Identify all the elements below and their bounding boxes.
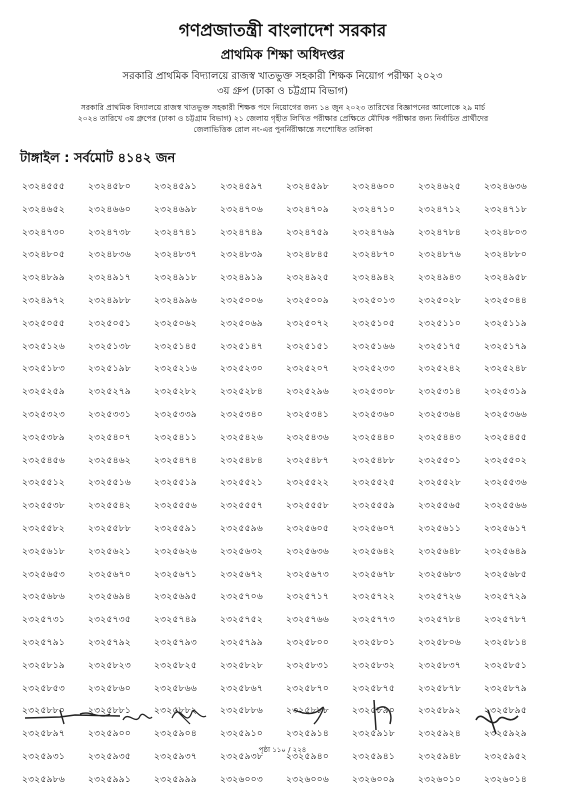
roll-number: ২৩২৫৬৭২ (220, 569, 264, 580)
roll-number: ২৩২৫৫৩৬ (484, 478, 528, 489)
roll-number: ২৩২৫৮৬৬ (154, 683, 198, 694)
roll-number: ২৩২৪৭০৯ (286, 204, 330, 215)
roll-number: ২৩২৫৯৩১ (22, 751, 66, 762)
table-row (22, 227, 550, 250)
roll-number: ২৩২৫৮২৮ (220, 660, 264, 671)
table-row (22, 295, 550, 318)
roll-number: ২৩২৫৭৫২ (220, 615, 264, 626)
notice-line: সরকারি প্রাথমিক বিদ্যালয়ে রাজস্ব খাতভুক্ত সহকারী শিক্ষক পদে নিয়োগের জন্য ১৪ জুন ২০২৩ তারিখের বিজ্ঞাপনের আলোকে ২৯ মার্চ (80, 103, 486, 112)
roll-number: ২৩২৫৮৮০ (22, 706, 66, 717)
roll-number: ২৩২৫৮৫১ (484, 660, 528, 671)
roll-number: ২৩২৫৮৮১ (88, 706, 132, 717)
roll-number: ২৩২৪৬৯৮ (154, 204, 198, 215)
roll-number: ২৩২৪৮৩৬ (88, 250, 132, 261)
roll-number: ২৩২৫৩১৪ (418, 387, 462, 398)
roll-number: ২৩২৫৯১৮ (352, 729, 396, 740)
roll-number: ২৩২৫৮৮৮ (286, 706, 330, 717)
roll-number: ২৩২৫৫৩৮ (22, 501, 66, 512)
roll-number: ২৩২৬০০৯ (352, 774, 396, 785)
table-row (22, 455, 550, 478)
table-row (22, 181, 550, 204)
roll-number: ২৩২৫৭৩১ (22, 615, 66, 626)
table-row (22, 637, 550, 660)
roll-number: ২৩২৪৯১৭ (88, 273, 132, 284)
table-row (22, 569, 550, 592)
roll-number: ২৩২৫০২৮ (418, 295, 462, 306)
roll-number: ২৩২৫২৮৪ (220, 387, 264, 398)
district-heading: টাঙ্গাইল : সর্বমোট ৪১৪২ জন (20, 151, 176, 166)
roll-number: ২৩২৫৭৮৭ (484, 615, 528, 626)
roll-number: ২৩২৫৬৮৬ (22, 592, 66, 603)
roll-number: ২৩২৬০০৩ (220, 774, 264, 785)
roll-number: ২৩২৫৪৩৬ (286, 432, 330, 443)
roll-number: ২৩২৫২৮২ (154, 387, 198, 398)
roll-number: ২৩২৪৭৩৮ (88, 227, 132, 238)
table-row (22, 409, 550, 432)
roll-number: ২৩২৪৭৬৯ (352, 227, 396, 238)
roll-number: ২৩২৪৭৪১ (154, 227, 198, 238)
roll-number: ২৩২৫৬১১ (418, 523, 462, 534)
roll-number: ২৩২৫৮০০ (286, 637, 330, 648)
roll-number: ২৩২৫৭০৬ (220, 592, 264, 603)
exam-title: সরকারি প্রাথমিক বিদ্যালয়ে রাজস্ব খাতভুক্ত সহকারী শিক্ষক নিয়োগ পরীক্ষা ২০২৩ (122, 71, 443, 82)
roll-number: ২৩২৫৮১৪ (484, 637, 528, 648)
roll-number: ২৩২৫৫০২ (484, 455, 528, 466)
signature-6 (468, 690, 528, 740)
roll-number: ২৩২৫৮৩২ (352, 660, 396, 671)
roll-number: ২৩২৫৩৬০ (352, 409, 396, 420)
roll-number: ২৩২৫৮৯৭ (22, 729, 66, 740)
roll-number: ২৩২৫৪৮৪ (220, 455, 264, 466)
roll-number: ২৩২৫২১৬ (154, 364, 198, 375)
roll-number: ২৩২৪৮০৩ (484, 227, 528, 238)
roll-number: ২৩২৫৫৯১ (154, 523, 198, 534)
roll-number: ২৩২৫৬১৮ (22, 546, 66, 557)
roll-number: ২৩২৫৩১৯ (484, 387, 528, 398)
roll-number: ২৩২৫৯৪১ (352, 751, 396, 762)
roll-number: ২৩২৫৭৭৩ (352, 615, 396, 626)
table-row (22, 432, 550, 455)
roll-number: ২৩২৫৮৭০ (286, 683, 330, 694)
roll-number: ২৩২৫৮৯০ (352, 706, 396, 717)
roll-number: ২৩২৪৭৮৪ (418, 227, 462, 238)
roll-number: ২৩২৪৮৭০ (352, 250, 396, 261)
roll-number: ২৩২৫৮৯৫ (484, 706, 528, 717)
table-row (22, 660, 550, 683)
roll-number: ২৩২৫৬০৫ (286, 523, 330, 534)
roll-number: ২৩২৫১৬৬ (352, 341, 396, 352)
roll-number: ২৩২৫৪৬২ (88, 455, 132, 466)
roll-number: ২৩২৫০৭২ (286, 318, 330, 329)
table-row (22, 341, 550, 364)
roll-number: ২৩২৫৫৫৯ (352, 501, 396, 512)
roll-number: ২৩২৫৮৮৬ (220, 706, 264, 717)
roll-number: ২৩২৫৭৯২ (88, 637, 132, 648)
notice-paragraph (20, 102, 546, 135)
roll-number: ২৩২৫৬৫৩ (22, 569, 66, 580)
roll-number: ২৩২৫৬৪৮ (418, 546, 462, 557)
signature-5 (366, 690, 406, 740)
roll-number: ২৩২৫৫২৮ (418, 478, 462, 489)
roll-number: ২৩২৫৪২৬ (220, 432, 264, 443)
roll-number: ২৩২৪৫৯৮ (286, 182, 330, 192)
roll-number: ২৩২৫৬৩২ (220, 546, 264, 557)
roll-number: ২৩২৫৯৩৫ (88, 751, 132, 762)
table-row (22, 546, 550, 569)
roll-number: ২৩২৫০১৩ (352, 295, 396, 306)
roll-number: ২৩২৫৪১১ (154, 432, 198, 443)
roll-number: ২৩২৫১৫১ (286, 341, 330, 352)
roll-number: ২৩২৫১৪৭ (220, 341, 264, 352)
table-row (22, 363, 550, 386)
roll-number: ২৩২৫৫১৯ (154, 478, 198, 489)
roll-number: ২৩২৫৫৫৬ (154, 501, 198, 512)
signature-4 (290, 690, 340, 740)
roll-number: ২৩২৫৭৯৯ (220, 637, 264, 648)
roll-number: ২৩২৫৩৪০ (220, 409, 264, 420)
roll-number: ২৩২৪৮০৫ (22, 250, 66, 261)
roll-number: ২৩২৫৫৬৬ (484, 501, 528, 512)
roll-number: ২৩২৫৮১৯ (22, 660, 66, 671)
roll-number: ২৩২৫৬৭৮ (352, 569, 396, 580)
roll-number: ২৩২৫৬৭০ (88, 569, 132, 580)
signature-3 (166, 690, 211, 740)
roll-number: ২৩২৫৯৩৭ (154, 751, 198, 762)
roll-number: ২৩২৫১১৯ (484, 318, 528, 329)
table-row (22, 204, 550, 227)
roll-number: ২৩২৫২৯৬ (286, 387, 330, 398)
roll-number: ২৩২৫৯৪৮ (418, 751, 462, 762)
roll-number: ২৩২৫৭২২ (352, 592, 396, 603)
roll-number: ২৩২৫১০৫ (352, 318, 396, 329)
roll-number: ২৩২৫০০৬ (220, 295, 264, 306)
roll-number: ২৩২৫৯৮৬ (22, 774, 66, 785)
roll-number: ২৩২৪৯৮৮ (88, 295, 132, 306)
roll-number: ২৩২৫৫২১ (220, 478, 264, 489)
roll-number: ২৩২৫১৩৮ (88, 341, 132, 352)
roll-number: ২৩২৫৮৩১ (286, 660, 330, 671)
roll-number: ২৩২৪৫৯৭ (220, 182, 264, 192)
table-row (22, 272, 550, 295)
signature-2 (118, 690, 158, 740)
roll-number: ২৩২৪৬৫২ (22, 204, 66, 215)
roll-number: ২৩২৫৬৯৪ (88, 592, 132, 603)
roll-number: ২৩২৫১৯৮ (88, 364, 132, 375)
roll-number: ২৩২৫৭৪৯ (154, 615, 198, 626)
roll-number: ২৩২৫১৪৫ (154, 341, 198, 352)
roll-number: ২৩২৫০৫৫ (22, 318, 66, 329)
roll-number: ২৩২৫৭২৯ (484, 592, 528, 603)
roll-number: ২৩২৫৩৩৯ (154, 409, 198, 420)
roll-number: ২৩২৫১১০ (418, 318, 462, 329)
table-row (22, 523, 550, 546)
roll-number: ২৩২৫৫২৫ (352, 478, 396, 489)
roll-number: ২৩২৫৫৮২ (22, 523, 66, 534)
roll-number: ২৩২৫৯৪০ (286, 751, 330, 762)
table-row (22, 614, 550, 637)
roll-number: ২৩২৫৫৮৮ (88, 523, 132, 534)
roll-number: ২৩২৪৬৬০ (88, 204, 132, 215)
roll-number: ২৩২৫৪৮৮ (352, 455, 396, 466)
roll-number: ২৩২৪৭৫৯ (286, 227, 330, 238)
roll-number: ২৩২৫৮৭৮ (418, 683, 462, 694)
roll-number: ২৩২৫১৭৫ (418, 341, 462, 352)
roll-number: ২৩২৫২৫৯ (22, 387, 66, 398)
roll-number: ২৩২৫৫২২ (286, 478, 330, 489)
roll-number: ২৩২৫৬৯৫ (154, 592, 198, 603)
table-row (22, 477, 550, 500)
roll-number: ২৩২৫৯৩৮ (220, 751, 264, 762)
roll-number: ২৩২৫৮৫৩ (22, 683, 66, 694)
roll-number: ২৩২৪৭০৬ (220, 204, 264, 215)
roll-number: ২৩২৫৯০০ (88, 729, 132, 740)
roll-number: ২৩২৫৭১৭ (286, 592, 330, 603)
roll-number: ২৩২৫০৬৯ (220, 318, 264, 329)
roll-number: ২৩২৫৯৯৯ (154, 774, 198, 785)
roll-number: ২৩২৪৫৯১ (154, 182, 198, 192)
roll-number: ২৩২৫৯২৪ (418, 729, 462, 740)
notice-line: জেলাভিত্তিক রোল নং-এর পুনর্নিরীক্ষান্তে সংশোধিত তালিকা (193, 125, 373, 134)
table-row (22, 386, 550, 409)
roll-number: ২৩২৪৭৩০ (22, 227, 66, 238)
roll-number: ২৩২৫০৪৪ (484, 295, 528, 306)
roll-number: ২৩২৫১৮৩ (22, 364, 66, 375)
roll-number: ২৩২৪৭১২ (418, 204, 462, 215)
roll-number: ২৩২৫৮৬৭ (220, 683, 264, 694)
roll-number: ২৩২৫৪৫৫ (484, 432, 528, 443)
signature-1 (20, 690, 130, 740)
roll-number: ২৩২৫৮৬০ (88, 683, 132, 694)
roll-number: ২৩২৫৩০৮ (352, 387, 396, 398)
roll-number: ২৩২৫৮৩৭ (418, 660, 462, 671)
roll-number: ২৩২৫৪৮৭ (286, 455, 330, 466)
roll-number: ২৩২৪৮৭৬ (418, 250, 462, 261)
page-title: গণপ্রজাতন্ত্রী বাংলাদেশ সরকার (178, 21, 387, 41)
roll-number: ২৩২৫৮৭৫ (352, 683, 396, 694)
department-name: প্রাথমিক শিক্ষা অধিদপ্তর (220, 48, 345, 63)
roll-number: ২৩২৫৫১২ (22, 478, 66, 489)
roll-number: ২৩২৫৫০১ (418, 455, 462, 466)
roll-number: ২৩২৫৯৯১ (88, 774, 132, 785)
roll-number: ২৩২৪৮৮০ (484, 250, 528, 261)
roll-number: ২৩২৫২৩০ (220, 364, 264, 375)
table-row (22, 591, 550, 614)
roll-number: ২৩২৫১৭৯ (484, 341, 528, 352)
roll-number: ২৩২৪৮৯৯ (22, 273, 66, 284)
roll-number: ২৩২৪৭৪৯ (220, 227, 264, 238)
roll-number: ২৩২৫৫১৬ (88, 478, 132, 489)
roll-number: ২৩২৫৯০৪ (154, 729, 198, 740)
roll-number: ২৩২৫২৭৯ (88, 387, 132, 398)
roll-number: ২৩২৫৯২৯ (484, 729, 528, 740)
roll-number: ২৩২৫৬২১ (88, 546, 132, 557)
roll-number: ২৩২৫৬২৬ (154, 546, 198, 557)
roll-number: ২৩২৫০০৯ (286, 295, 330, 306)
roll-number: ২৩২৪৫৮০ (88, 182, 132, 192)
roll-number: ২৩২৫৮৮২ (154, 706, 198, 717)
roll-number: ২৩২৪৮৩৭ (154, 250, 198, 261)
table-row (22, 500, 550, 523)
roll-number: ২৩২৫৮০১ (352, 637, 396, 648)
roll-number: ২৩২৪৯৭২ (22, 295, 66, 306)
roll-number: ২৩২৫৪০৭ (88, 432, 132, 443)
roll-number: ২৩২৪৯১৯ (220, 273, 264, 284)
roll-number: ২৩২৫২৩৩ (352, 364, 396, 375)
roll-number: ২৩২৫৩৩১ (88, 409, 132, 420)
roll-number: ২৩২৫৩৮৯ (22, 432, 66, 443)
roll-number: ২৩২৪৫৫৫ (22, 182, 66, 192)
roll-number: ২৩২৫৬৭১ (154, 569, 198, 580)
roll-number: ২৩২৪৬৩৬ (484, 182, 528, 192)
roll-number: ২৩২৫৩৬৬ (484, 409, 528, 420)
roll-number: ২৩২৪৯৯৬ (154, 295, 198, 306)
roll-number: ২৩২৪৯৫৮ (484, 273, 528, 284)
roll-number: ২৩২৫৬০৭ (352, 523, 396, 534)
roll-number: ২৩২৫৮০৬ (418, 637, 462, 648)
roll-number: ২৩২৫৭২৬ (418, 592, 462, 603)
roll-number: ২৩২৫৫৬৫ (418, 501, 462, 512)
roll-number: ২৩২৫৫৯৬ (220, 523, 264, 534)
roll-number: ২৩২৫৬৭৩ (286, 569, 330, 580)
roll-number: ২৩২৫৫৪২ (88, 501, 132, 512)
roll-number: ২৩২৪৬০০ (352, 182, 396, 192)
roll-number: ২৩২৫৭৬৬ (286, 615, 330, 626)
roll-number: ২৩২৫৮৭৯ (484, 683, 528, 694)
roll-number: ২৩২৬০১৪ (484, 774, 528, 785)
roll-number: ২৩২৫৬৩৬ (286, 546, 330, 557)
roll-number: ২৩২৫৭৯১ (22, 637, 66, 648)
roll-number: ২৩২৫৮২৫ (154, 660, 198, 671)
roll-number: ২৩২৫১২৬ (22, 341, 66, 352)
roll-number: ২৩২৫৫৫৮ (286, 501, 330, 512)
roll-number: ২৩২৫৬৮৩ (418, 569, 462, 580)
roll-number: ২৩২৫৫৫৭ (220, 501, 264, 512)
roll-number: ২৩২৫৭৯৩ (154, 637, 198, 648)
table-row (22, 249, 550, 272)
roll-number: ২৩২৫২৪২ (418, 364, 462, 375)
roll-number: ২৩২৫৬৪৯ (484, 546, 528, 557)
roll-number: ২৩২৫৪৭৪ (154, 455, 198, 466)
roll-number: ২৩২৫৩৪১ (286, 409, 330, 420)
roll-number: ২৩২৫৯৫২ (484, 751, 528, 762)
roll-number: ২৩২৪৯৪২ (352, 273, 396, 284)
table-row (22, 774, 550, 797)
roll-number: ২৩২৫৪৪০ (352, 432, 396, 443)
roll-number: ২৩২৫২৪৮ (484, 364, 528, 375)
roll-number: ২৩২৬০১০ (418, 774, 462, 785)
roll-number: ২৩২৪৮৩৯ (220, 250, 264, 261)
roll-number: ২৩২৫৮৯২ (418, 706, 462, 717)
page-number: পৃষ্ঠা ১১০ / ২২৪ (258, 746, 307, 754)
roll-number: ২৩২৫৭৮৪ (418, 615, 462, 626)
table-row (22, 318, 550, 341)
roll-number: ২৩২৫৪৪৩ (418, 432, 462, 443)
roll-number: ২৩২৫৭৩৫ (88, 615, 132, 626)
roll-number: ২৩২৪৯২৫ (286, 273, 330, 284)
roll-number: ২৩২৫৯১৪ (286, 729, 330, 740)
roll-number: ২৩২৫৩৬৪ (418, 409, 462, 420)
roll-number: ২৩২৫৬৮৫ (484, 569, 528, 580)
roll-number: ২৩২৫৯১০ (220, 729, 264, 740)
roll-number: ২৩২৫৬৪২ (352, 546, 396, 557)
notice-line: ২০২৪ তারিখে ৩য় গ্রুপের (ঢাকা ও চট্টগ্রাম বিভাগ) ২১ জেলায় গৃহীত লিখিত পরীক্ষার প্রেক্ষিতে মৌখিক পরীক্ষার জন্য নির্বাচিত প্রার্থীদের (77, 114, 489, 123)
roll-number: ২৩২৫০৫১ (88, 318, 132, 329)
roll-number: ২৩২৫৮২৩ (88, 660, 132, 671)
roll-number: ২৩২৪৬২৫ (418, 182, 462, 192)
roll-number: ২৩২৪৯১৮ (154, 273, 198, 284)
roll-number: ২৩২৫৬১৭ (484, 523, 528, 534)
roll-number: ২৩২৫৩২৩ (22, 409, 66, 420)
roll-number: ২৩২৪৮৪৫ (286, 250, 330, 261)
group-title: ৩য় গ্রুপ (ঢাকা ও চট্টগ্রাম বিভাগ) (216, 86, 349, 97)
roll-number: ২৩২৬০০৬ (286, 774, 330, 785)
roll-number: ২৩২৪৭১০ (352, 204, 396, 215)
roll-number: ২৩২৫২০৭ (286, 364, 330, 375)
roll-number: ২৩২৫৪৫৬ (22, 455, 66, 466)
roll-number: ২৩২৫০৬২ (154, 318, 198, 329)
roll-number: ২৩২৪৭১৮ (484, 204, 528, 215)
roll-number: ২৩২৪৯৪৩ (418, 273, 462, 284)
